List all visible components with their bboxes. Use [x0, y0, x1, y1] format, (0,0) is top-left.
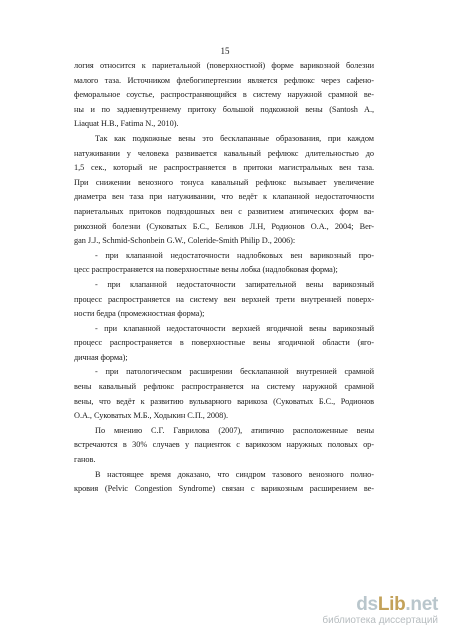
text-line: - при патологическом расширении бесклапанной внутренней срамной — [95, 367, 374, 377]
text-line: диаметра вен таза при натуживании, что ведёт к клапанной недостаточности — [74, 192, 374, 202]
text-line: О.А., Суковатых М.Б., Ходыкин С.П., 2008). — [74, 411, 228, 421]
text-line: - при клапанной недостаточности запирательной вены варикозный — [95, 279, 374, 289]
text-line: ности бедра (промежностная форма); — [74, 309, 205, 319]
text-line: gan J.J., Schmid-Schonbein G.W., Coleride-Smith Philip D., 2006): — [74, 236, 296, 246]
text-line: По мнению С.Г. Гаврилова (2007), атипично расположенные вены — [95, 425, 374, 435]
text-line: - при клапанной недостаточности верхней ягодичной вены варикозный — [95, 323, 374, 333]
text-line: логия относится к париетальной (поверхностной) форме варикозной болезни — [74, 61, 374, 70]
watermark-subtitle: библиотека диссертаций — [322, 615, 438, 626]
text-line: малого таза. Источником флебогипертензии является рефлюкс через сафено- — [74, 75, 374, 85]
text-line: вены кавальный рефлюкс распространяется на систему наружной срамной — [74, 382, 374, 392]
text-line: процесс распространяется в поверхностные вены ягодичной области (яго- — [74, 338, 374, 348]
page-number: 15 — [220, 46, 230, 56]
text-line: цесс распространяется на поверхностные вены лобка (надлобковая форма); — [74, 265, 338, 275]
text-line: париетальных притоков подвздошных вен с развитием атипических форм ва- — [74, 206, 374, 216]
text-line: ганов. — [74, 455, 96, 465]
text-line: Liaquat H.B., Fatima N., 2010). — [74, 119, 179, 129]
watermark — [322, 595, 438, 627]
text-line: дичная форма); — [74, 352, 128, 362]
body-text — [74, 59, 374, 497]
text-line: В настоящее время доказано, что синдром тазового венозного полно- — [95, 469, 374, 479]
text-line: вены, что ведёт к развитию вульварного варикоза (Суковатых Б.С., Родионов — [74, 396, 374, 406]
text-line: феморальное соустье, распространяющийся в систему наружной срамной ве- — [74, 90, 374, 100]
text-line: ны и по задневнутреннему притоку большой подкожной вены (Santosh A., — [74, 104, 374, 114]
text-line: При снижении венозного тонуса кавальный рефлюкс вызывает увеличение — [74, 177, 374, 187]
watermark-logo-lib: Lib — [377, 594, 406, 615]
text-line: рикозной болезни (Суковатых Б.С., Беликов Л.Н, Родионов О.А., 2004; Ber- — [74, 221, 374, 231]
watermark-logo-net: .net — [405, 594, 438, 615]
watermark-logo — [322, 595, 438, 615]
text-line: Так как подкожные вены это бесклапанные образования, при каждом — [95, 133, 374, 143]
text-line: натуживании у человека развивается кавальный рефлюкс длительностью до — [74, 148, 374, 158]
watermark-logo-ds: ds — [356, 594, 378, 615]
text-line: процесс распространяется на систему вен верхней трети внутренней поверх- — [74, 294, 374, 304]
text-line: - при клапанной недостаточности надлобковых вен варикозный про- — [95, 250, 374, 260]
text-line: встречаются в 30% случаев у пациенток с варикозом наружных половых ор- — [74, 440, 374, 450]
text-line: 1,5 сек., который не распространяется в притоки магистральных вен таза. — [74, 163, 374, 173]
text-line: кровия (Pelvic Congestion Syndrome) связан с варикозным расширением ве- — [74, 484, 374, 494]
